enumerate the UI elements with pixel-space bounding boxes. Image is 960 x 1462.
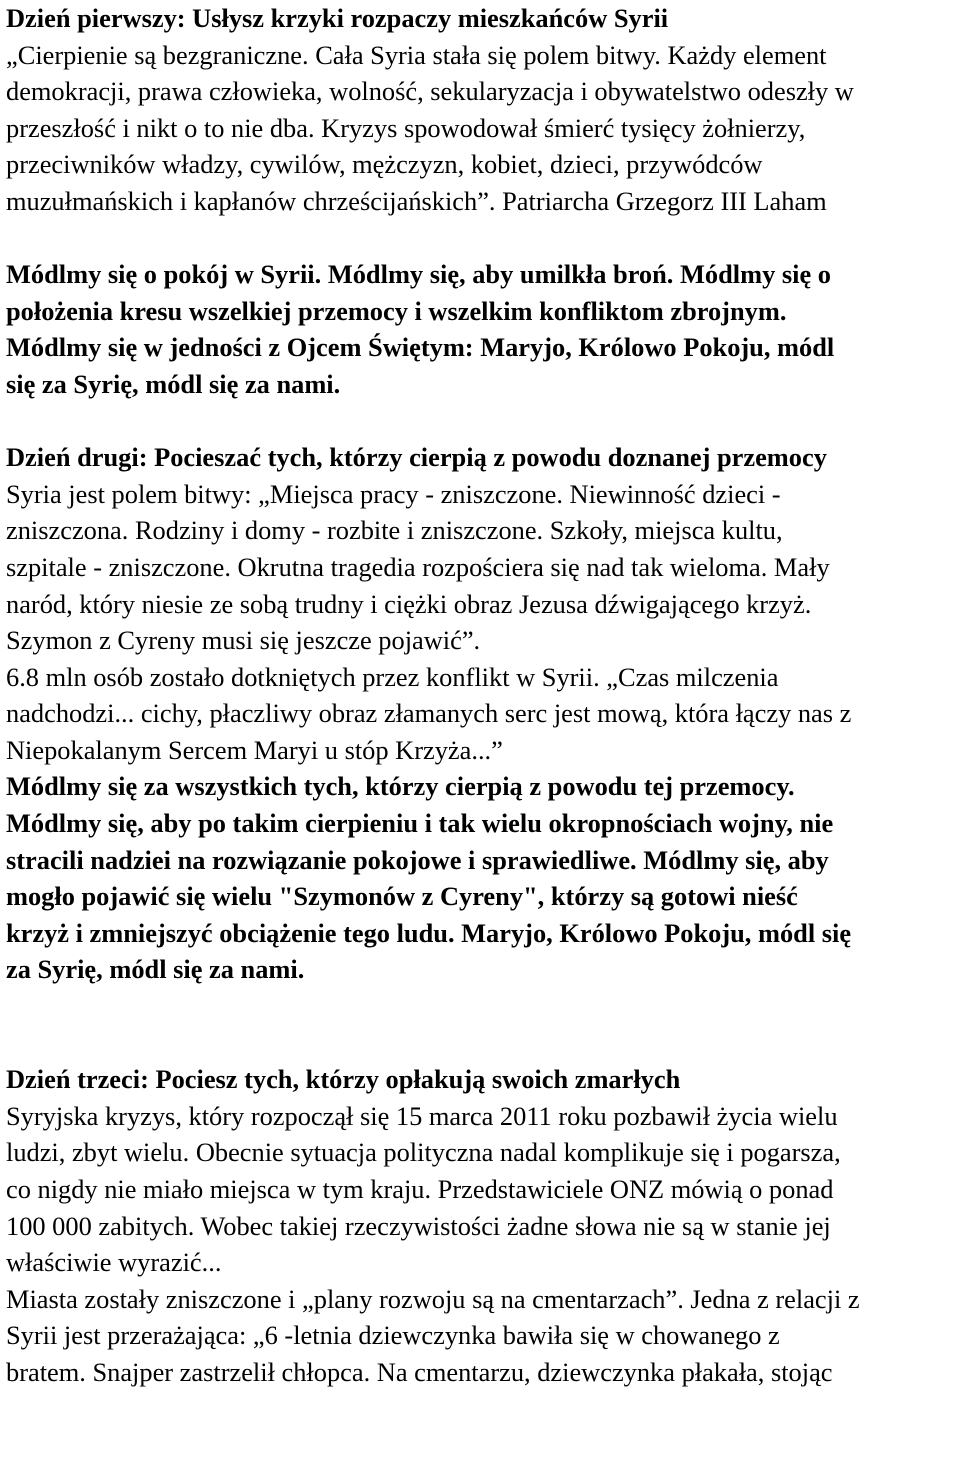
paragraph-line: Syryjska kryzys, który rozpoczął się 15 marca 2011 roku pozbawił życia wielu (6, 1100, 838, 1131)
prayer-line: Módlmy się w jedności z Ojcem Świętym: Maryjo, Królowo Pokoju, módl (6, 332, 835, 363)
paragraph-line: przeszłość i nikt o to nie dba. Kryzys spowodował śmierć tysięcy żołnierzy, (6, 112, 806, 143)
section-heading: Dzień drugi: Pocieszać tych, którzy cierpią z powodu doznanej przemocy (6, 442, 827, 473)
paragraph-line: szpitale - zniszczone. Okrutna tragedia rozpościera się nad tak wieloma. Mały (6, 551, 830, 582)
section-day-3 (6, 1061, 954, 1390)
spacer (6, 988, 954, 1061)
section-day-1 (6, 0, 954, 403)
paragraph-line: muzułmańskich i kapłanów chrześcijańskich”. Patriarcha Grzegorz III Laham (6, 185, 827, 216)
prayer-line: stracili nadziei na rozwiązanie pokojowe i sprawiedliwe. Módlmy się, aby (6, 844, 829, 875)
prayer-line: Módlmy się, aby po takim cierpieniu i tak wielu okropnościach wojny, nie (6, 808, 834, 839)
spacer (6, 403, 954, 440)
prayer-line: położenia kresu wszelkiej przemocy i wszelkim konfliktom zbrojnym. (6, 295, 787, 326)
paragraph-line: ludzi, zbyt wielu. Obecnie sytuacja polityczna nadal komplikuje się i pogarsza, (6, 1137, 841, 1168)
paragraph-line: właściwie wyrazić... (6, 1247, 222, 1278)
spacer (6, 220, 954, 257)
paragraph-line: zniszczona. Rodziny i domy - rozbite i zniszczone. Szkoły, miejsca kultu, (6, 515, 783, 546)
paragraph-line: bratem. Snajper zastrzelił chłopca. Na cmentarzu, dziewczynka płakała, stojąc (6, 1356, 833, 1387)
paragraph-line: „Cierpienie są bezgraniczne. Cała Syria stała się polem bitwy. Każdy element (6, 39, 827, 70)
prayer-line: się za Syrię, módl się za nami. (6, 368, 341, 399)
paragraph-line: naród, który niesie ze sobą trudny i ciężki obraz Jezusa dźwigającego krzyż. (6, 588, 812, 619)
paragraph-line: 100 000 zabitych. Wobec takiej rzeczywistości żadne słowa nie są w stanie jej (6, 1210, 831, 1241)
prayer-line: krzyż i zmniejszyć obciążenie tego ludu. Maryjo, Królowo Pokoju, módl się (6, 917, 852, 948)
section-heading: Dzień trzeci: Pociesz tych, którzy opłakują swoich zmarłych (6, 1064, 681, 1095)
paragraph-line: Syria jest polem bitwy: „Miejsca pracy - zniszczone. Niewinność dzieci - (6, 478, 781, 509)
paragraph-line: Syrii jest przerażająca: „6 -letnia dziewczynka bawiła się w chowanego z (6, 1320, 780, 1351)
section-day-2 (6, 439, 954, 988)
paragraph-line: Szymon z Cyreny musi się jeszcze pojawić”. (6, 625, 481, 656)
paragraph-line: Niepokalanym Sercem Maryi u stóp Krzyża...” (6, 734, 503, 765)
paragraph-line: 6.8 mln osób zostało dotkniętych przez konflikt w Syrii. „Czas milczenia (6, 661, 779, 692)
paragraph-line: nadchodzi... cichy, płaczliwy obraz złamanych serc jest mową, która łączy nas z (6, 698, 852, 729)
prayer-line: Módlmy się o pokój w Syrii. Módlmy się, aby umilkła broń. Módlmy się o (6, 259, 832, 290)
prayer-line: Módlmy się za wszystkich tych, którzy cierpią z powodu tej przemocy. (6, 771, 795, 802)
paragraph-line: przeciwników władzy, cywilów, mężczyzn, kobiet, dzieci, przywódców (6, 149, 763, 180)
paragraph-line: co nigdy nie miało miejsca w tym kraju. Przedstawiciele ONZ mówią o ponad (6, 1174, 834, 1204)
section-heading: Dzień pierwszy: Usłysz krzyki rozpaczy mieszkańców Syrii (6, 3, 669, 33)
prayer-line: mogło pojawić się wielu "Szymonów z Cyreny", którzy są gotowi nieść (6, 881, 798, 912)
prayer-line: za Syrię, módl się za nami. (6, 954, 305, 985)
paragraph-line: Miasta zostały zniszczone i „plany rozwoju są na cmentarzach”. Jedna z relacji z (6, 1283, 860, 1314)
paragraph-line: demokracji, prawa człowieka, wolność, sekularyzacja i obywatelstwo odeszły w (6, 76, 854, 107)
